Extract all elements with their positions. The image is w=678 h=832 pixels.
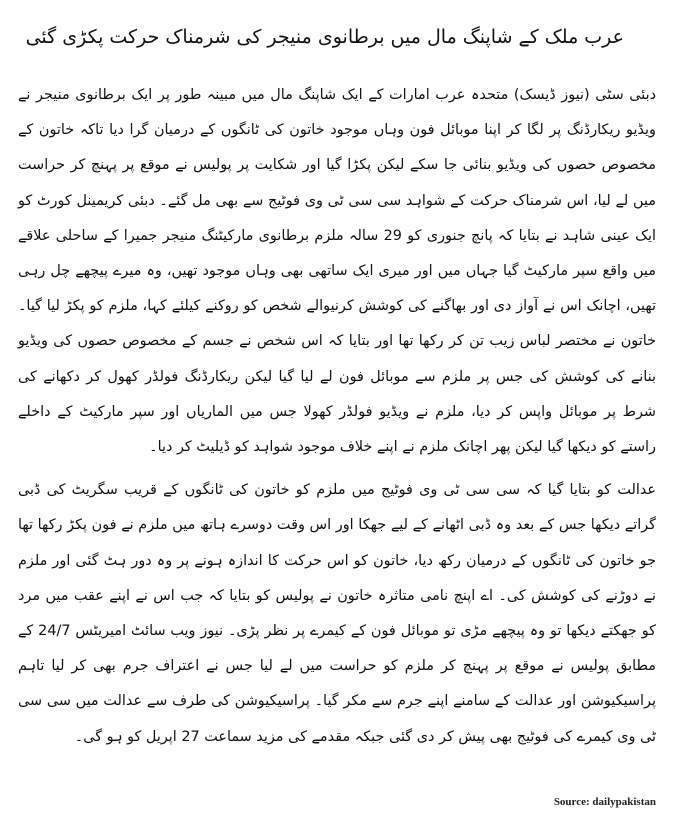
article-headline: عرب ملک کے شاپنگ مال میں برطانوی منیجر کی شرمناک حرکت پکڑی گئی (25, 26, 624, 48)
source-credit: Source: dailypakistan (553, 796, 656, 808)
article-body (18, 78, 656, 755)
article-paragraph: عدالت کو بتایا گیا کہ سی سی ٹی وی فوٹیج میں ملزم کو خاتون کی ٹانگوں کے قریب سگریٹ کی ڈبی گراتے دیکھا جس کے بعد وہ ڈبی اٹھانے کے لیے جھکا اور اس وقت دوسرے ہاتھ میں ملزم نے فون پکڑ رکھا تھا جو خاتون کی ٹانگوں کے درمیان رکھ دیا، خاتون کو اس حرکت کا اندازہ ہونے پر وہ دور ہٹ گئی اور ملزم نے دوڑنے کی کوشش کی۔ اے اپنچ نامی متاثرہ خاتون نے پولیس کو بتایا کہ جب اس نے اپنے عقب میں مرد کو جھکتے دیکھا تو وہ پیچھے مڑی تو موبائل فون کے کیمرے پر نظر پڑی۔ نیوز ویب سائٹ امیریٹس 24/7 کے مطابق پولیس نے موقع پر پہنچ کر ملزم کو حراست میں لے لیا جس نے اعتراف جرم بھی کر لیا تاہم پراسیکیوشن اور عدالت کے سامنے اپنے جرم سے مکر گیا۔ پراسیکیوشن کی طرف سے عدالت میں سی سی ٹی وی کیمرے کی فوٹیج بھی پیش کر دی گئی جبکہ مقدمے کی مزید سماعت 27 اپریل کو ہو گی۔ (18, 482, 656, 745)
article-paragraph: دبئی سٹی (نیوز ڈیسک) متحدہ عرب امارات کے ایک شاپنگ مال میں مبینہ طور پر ایک برطانوی منیجر نے ویڈیو ریکارڈنگ پر لگا کر اپنا موبائل فون وہاں موجود خاتون کی ٹانگوں کے درمیان گرا دیا تاکہ خاتون کے مخصوص حصوں کی ویڈیو بنائی جا سکے لیکن پکڑا گیا اور شکایت پر پولیس نے موقع پر پہنچ کر حراست میں لے لیا، اس شرمناک حرکت کے شواہد سی سی ٹی وی فوٹیج سے بھی مل گئے۔ دبئی کریمینل کورٹ کو ایک عینی شاہد نے بتایا کہ پانچ جنوری کو 29 سالہ ملزم برطانوی مارکیٹنگ منیجر جمیرا کے ساحلی علاقے میں واقع سپر مارکیٹ گیا جہاں میں اور میری ایک ساتھی بھی وہاں موجود تھیں، وہ میرے پیچھے چل رہی تھیں، اچانک اس نے آواز دی اور بھاگنے کی کوشش کرنیوالے شخص کو روکنے کیلئے کہا، ملزم کو پکڑ لیا گیا۔ خاتون نے مختصر لباس زیب تن کر رکھا تھا اور بتایا کہ اس شخص نے جسم کے مخصوص حصوں کی ویڈیو بنانے کی کوشش کی جس پر ملزم سے موبائل فون لے لیا گیا لیکن ریکارڈنگ فولڈر کھول کر دکھانے کی شرط پر موبائل واپس کر دیا، ملزم نے ویڈیو فولڈر کھولا جس میں الماریاں اور سپر مارکیٹ کے داخلے راستے کو دیکھا گیا لیکن پھر اچانک ملزم نے اپنے خلاف موجود شواہد کو ڈیلیٹ کر دیا۔ (18, 87, 656, 456)
